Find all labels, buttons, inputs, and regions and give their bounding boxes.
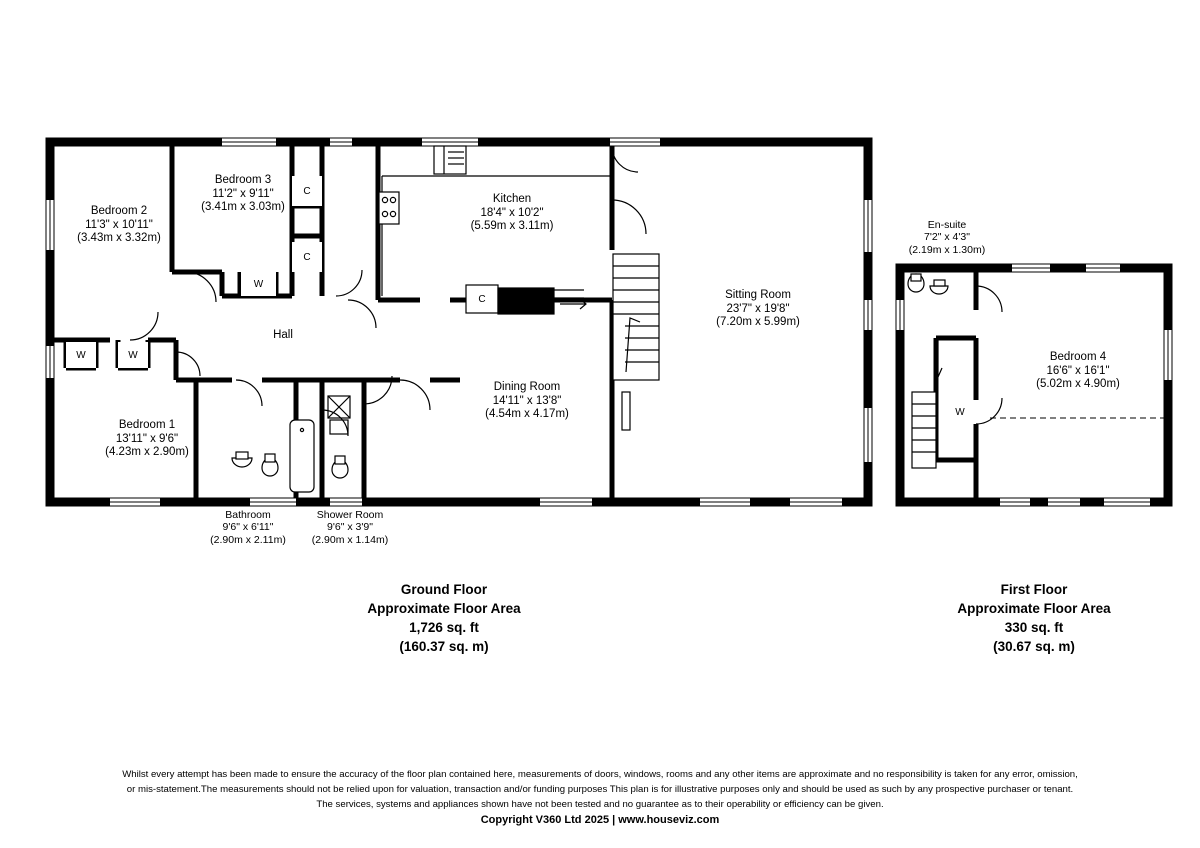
first-floor-caption	[884, 580, 1184, 657]
room-label-sitting-room	[683, 289, 833, 330]
caption-title: First Floor	[1000, 582, 1068, 597]
room-dims-imperial: 16'6" x 16'1"	[1046, 364, 1110, 377]
room-dims-metric: (4.54m x 4.17m)	[485, 408, 569, 421]
room-dims-metric: (2.90m x 2.11m)	[210, 533, 286, 546]
room-label-bedroom-2	[54, 205, 184, 246]
cupboard-w-1	[241, 272, 276, 296]
cupboard-w-2	[66, 342, 96, 368]
cupboard-letter: W	[955, 406, 965, 418]
room-label-kitchen	[442, 193, 582, 234]
cupboard-w-3	[118, 342, 148, 368]
room-dims-imperial: 18'4" x 10'2"	[480, 206, 544, 219]
room-label-bedroom-1	[72, 419, 222, 460]
copyright-text: Copyright V360 Ltd 2025 | www.houseviz.com	[480, 814, 720, 826]
cupboard-letter: C	[478, 293, 486, 305]
room-dims-metric: (2.19m x 1.30m)	[908, 243, 986, 256]
room-dims-metric: (3.41m x 3.03m)	[201, 201, 285, 214]
ground-floor-caption	[244, 580, 644, 657]
room-dims-imperial: 11'3" x 10'11"	[85, 218, 153, 231]
disclaimer-line-2: or mis-statement.The measurements should not be relied upon for valuation, transaction and/or funding purposes This plan is for illustrative purposes only and should be used as such by any prospective purchaser or tenant.	[126, 784, 1074, 795]
room-dims-metric: (7.20m x 5.99m)	[716, 316, 800, 329]
room-name: Bedroom 3	[214, 174, 272, 186]
room-label-dining-room	[452, 381, 602, 422]
room-name: Bedroom 2	[90, 205, 148, 217]
room-label-bedroom-4	[1008, 351, 1148, 392]
room-dims-metric: (2.90m x 1.14m)	[311, 533, 389, 546]
cupboard-c-3	[467, 286, 497, 312]
room-label-shower-room	[298, 509, 402, 546]
caption-area-m: (160.37 sq. m)	[399, 639, 489, 655]
room-dims-metric: (5.59m x 3.11m)	[470, 220, 554, 233]
room-dims-imperial: 14'11" x 13'8"	[492, 394, 562, 407]
room-name: Dining Room	[493, 381, 561, 393]
room-name: Bedroom 4	[1049, 351, 1107, 363]
caption-subtitle: Approximate Floor Area	[957, 601, 1111, 617]
room-name: Kitchen	[492, 193, 532, 205]
room-dims-imperial: 9'6" x 6'11"	[222, 521, 274, 534]
room-dims-imperial: 9'6" x 3'9"	[327, 521, 373, 534]
caption-subtitle: Approximate Floor Area	[367, 601, 521, 617]
room-dims-metric: (4.23m x 2.90m)	[105, 446, 189, 459]
caption-area-ft: 1,726 sq. ft	[409, 620, 479, 636]
room-dims-imperial: 23'7" x 19'8"	[726, 302, 790, 315]
room-name: Hall	[273, 329, 293, 341]
room-name: Bathroom	[225, 509, 271, 521]
room-dims-imperial: 7'2" x 4'3"	[924, 231, 970, 244]
cupboard-w-4	[945, 400, 975, 424]
disclaimer-line-1: Whilst every attempt has been made to ensure the accuracy of the floor plan contained here, measurements of doors, windows, rooms and any other items are approximate and no responsibility is taken for any error, omission,	[122, 769, 1078, 780]
room-name: Bedroom 1	[118, 419, 176, 431]
cupboard-letter: W	[128, 349, 138, 361]
caption-area-m: (30.67 sq. m)	[993, 639, 1075, 655]
room-label-hall	[248, 329, 318, 343]
cupboard-letter: W	[253, 278, 264, 290]
room-label-bedroom-3	[178, 174, 311, 215]
caption-area-ft: 330 sq. ft	[1004, 620, 1064, 636]
room-label-bathroom	[197, 509, 299, 546]
room-name: Shower Room	[316, 509, 384, 521]
room-name: En-suite	[927, 219, 967, 231]
cupboard-c-2	[292, 242, 322, 272]
room-dims-imperial: 11'2" x 9'11"	[212, 187, 274, 200]
room-name: Sitting Room	[725, 289, 791, 301]
room-dims-metric: (3.43m x 3.32m)	[77, 232, 161, 245]
cupboard-letter: W	[76, 349, 86, 361]
cupboard-letter: C	[303, 251, 311, 263]
cupboard-letter: C	[303, 185, 311, 197]
room-dims-imperial: 13'11" x 9'6"	[115, 432, 179, 445]
caption-title: Ground Floor	[400, 582, 488, 597]
disclaimer-line-3: The services, systems and appliances shown have not been tested and no guarantee as to their operability or efficiency can be given.	[316, 799, 884, 810]
room-label-en-suite	[895, 219, 999, 256]
cupboard-c-1	[292, 176, 322, 206]
room-dims-metric: (5.02m x 4.90m)	[1036, 378, 1120, 391]
